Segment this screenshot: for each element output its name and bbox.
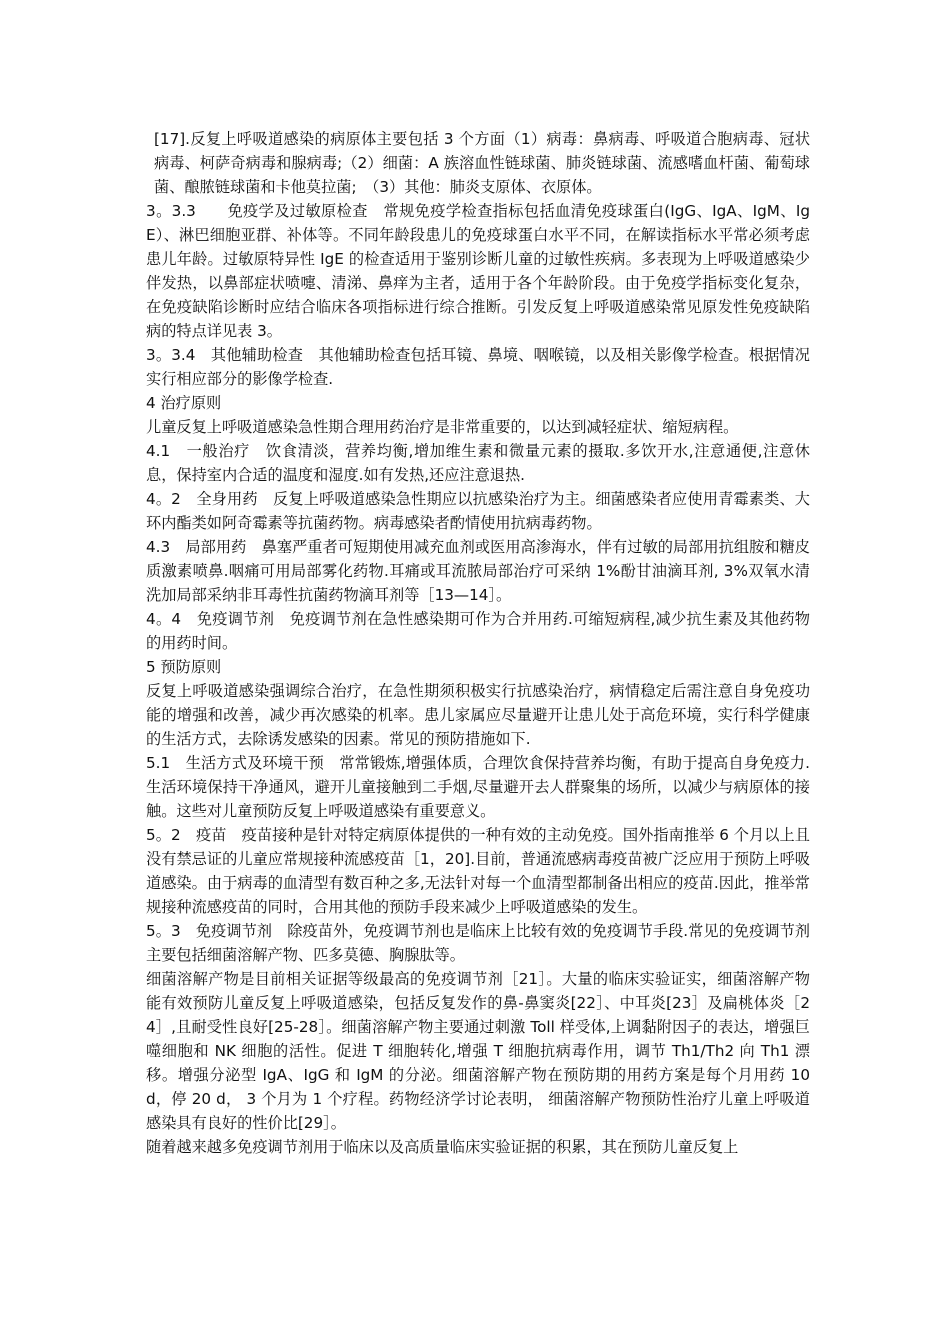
local-medication-paragraph: 4.3 局部用药 鼻塞严重者可短期使用减充血剂或医用高渗海水，伴有过敏的局部用抗组胺和糖皮质激素喷鼻.咽痛可用局部雾化药物.耳痛或耳流脓局部治疗可采纳 1%酚甘油滴耳剂, 3%双氧水清洗加局部采纳非耳毒性抗菌药物滴耳剂等［13—14］。 <box>146 538 810 604</box>
bacterial-lysate-paragraph: 细菌溶解产物是目前相关证据等级最高的免疫调节剂［21］。大量的临床实验证实，细菌溶解产物能有效预防儿童反复上呼吸道感染，包括反复发作的鼻-鼻窦炎[22］、中耳炎[23］及扁桃体炎［24］,且耐受性良好[25-28］。细菌溶解产物主要通过刺激 Toll 样受体,上调黏附因子的表达，增强巨噬细胞和 NK 细胞的活性。促进 T 细胞转化,增强 T 细胞抗病毒作用，调节 Th1/Th2 向 Th1 漂移。增强分泌型 IgA、IgG 和 IgM 的分泌。细菌溶解产物在预防期的用药方案是每个月用药 10 d，停 20 d， 3 个月为 1 个疗程。药物经济学讨论表明， 细菌溶解产物预防性治疗儿童上呼吸道感染具有良好的性价比[29］。 <box>146 970 810 1132</box>
general-treatment-paragraph: 4.1 一般治疗 饮食清淡，营养均衡,增加维生素和微量元素的摄取.多饮开水,注意通便,注意休息，保持室内合适的温度和湿度.如有发热,还应注意退热. <box>146 442 810 484</box>
document-body <box>146 127 810 1159</box>
vaccine-paragraph: 5。2 疫苗 疫苗接种是针对特定病原体提供的一种有效的主动免疫。国外指南推举 6 个月以上且没有禁忌证的儿童应常规接种流感疫苗［1，20].目前，普通流感病毒疫苗被广泛应用于预防上呼吸道感染。由于病毒的血清型有数百种之多,无法针对每一个血清型都制备出相应的疫苗.因此，推举常规接种流感疫苗的同时，合用其他的预防手段来减少上呼吸道感染的发生。 <box>146 826 810 916</box>
systemic-medication-paragraph: 4。2 全身用药 反复上呼吸道感染急性期应以抗感染治疗为主。细菌感染者应使用青霉素类、大环内酯类如阿奇霉素等抗菌药物。病毒感染者酌情使用抗病毒药物。 <box>146 490 810 532</box>
closing-paragraph: 随着越来越多免疫调节剂用于临床以及高质量临床实验证据的积累，其在预防儿童反复上 <box>146 1138 739 1156</box>
immunology-exam-paragraph: 3。3.3 免疫学及过敏原检查 常规免疫学检查指标包括血清免疫球蛋白(IgG、IgA、IgM、IgE）、淋巴细胞亚群、补体等。不同年龄段患儿的免疫球蛋白水平不同，在解读指标水平常必须考虑患儿年龄。过敏原特异性 IgE 的检查适用于鉴别诊断儿童的过敏性疾病。多表现为上呼吸道感染少伴发热，以鼻部症状喷嚏、清涕、鼻痒为主者，适用于各个年龄阶段。由于免疫学指标变化复杂，在免疫缺陷诊断时应结合临床各项指标进行综合推断。引发反复上呼吸道感染常见原发性免疫缺陷病的特点详见表 3。 <box>146 202 810 340</box>
treatment-intro-paragraph: 儿童反复上呼吸道感染急性期合理用药治疗是非常重要的，以达到减轻症状、缩短病程。 <box>146 418 739 436</box>
lifestyle-paragraph: 5.1 生活方式及环境干预 常常锻炼,增强体质，合理饮食保持营养均衡，有助于提高自身免疫力.生活环境保持干净通风，避开儿童接触到二手烟,尽量避开去人群聚集的场所，以减少与病原体的接触。这些对儿童预防反复上呼吸道感染有重要意义。 <box>146 754 810 820</box>
immunomodulator-prevention-paragraph: 5。3 免疫调节剂 除疫苗外，免疫调节剂也是临床上比较有效的免疫调节手段.常见的免疫调节剂主要包括细菌溶解产物、匹多莫德、胸腺肽等。 <box>146 922 810 964</box>
pathogen-paragraph: [17].反复上呼吸道感染的病原体主要包括 3 个方面（1）病毒：鼻病毒、呼吸道合胞病毒、冠状病毒、柯萨奇病毒和腺病毒;（2）细菌：A 族溶血性链球菌、肺炎链球菌、流感嗜血杆菌、葡萄球菌、酿脓链球菌和卡他莫拉菌; （3）其他：肺炎支原体、衣原体。 <box>154 130 810 196</box>
treatment-heading: 4 治疗原则 <box>146 394 222 412</box>
other-exam-paragraph: 3。3.4 其他辅助检查 其他辅助检查包括耳镜、鼻境、咽喉镜，以及相关影像学检查。根据情况实行相应部分的影像学检查. <box>146 346 810 388</box>
immunomodulator-treatment-paragraph: 4。4 免疫调节剂 免疫调节剂在急性感染期可作为合并用药.可缩短病程,减少抗生素及其他药物的用药时间。 <box>146 610 810 652</box>
prevention-heading: 5 预防原则 <box>146 658 222 676</box>
prevention-intro-paragraph: 反复上呼吸道感染强调综合治疗，在急性期须积极实行抗感染治疗，病情稳定后需注意自身免疫功能的增强和改善，减少再次感染的机率。患儿家属应尽量避开让患儿处于高危环境，实行科学健康的生活方式，去除诱发感染的因素。常见的预防措施如下. <box>146 682 810 748</box>
